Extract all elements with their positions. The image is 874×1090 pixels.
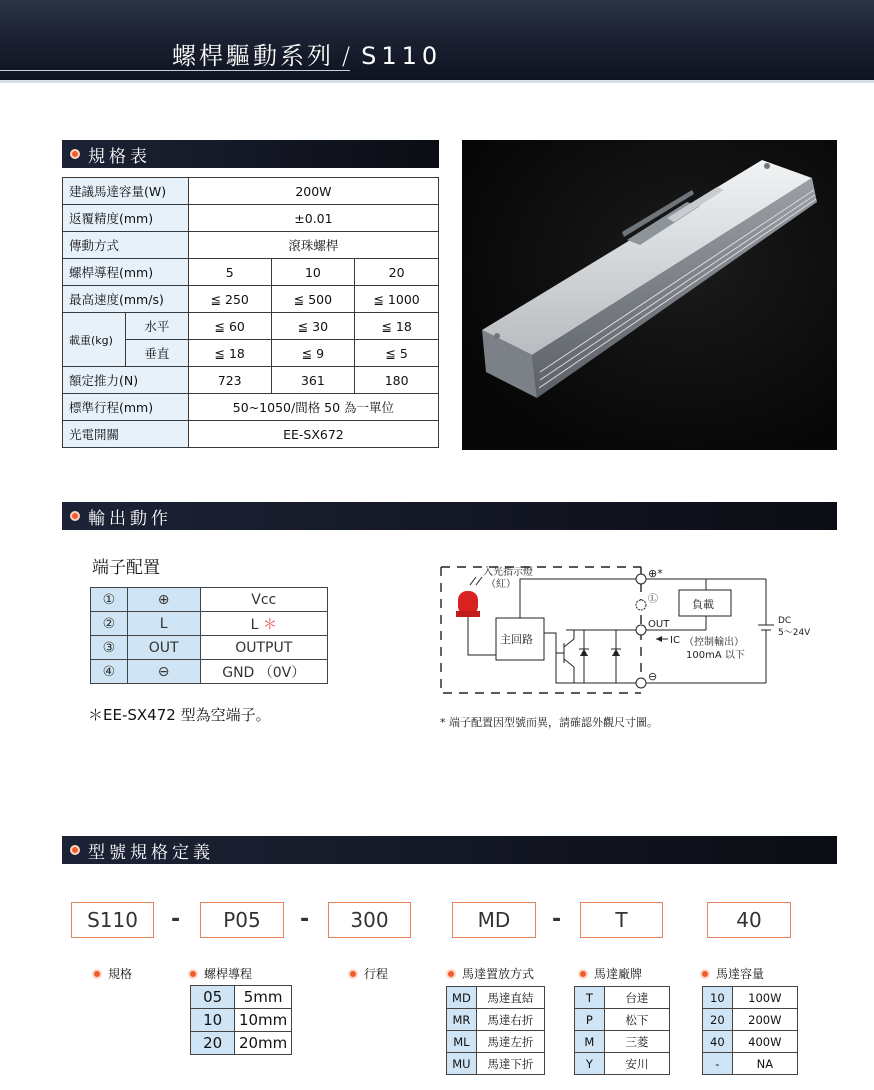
code-dash: -: [300, 907, 310, 932]
terminal-note-text: EE-SX472 型為空端子。: [103, 706, 271, 724]
code-brand-box: T: [580, 902, 663, 938]
terminal-note: [88, 704, 271, 725]
option-value: 三菱: [604, 1031, 669, 1053]
option-code: MU: [447, 1053, 477, 1075]
option-value: 200W: [732, 1009, 797, 1031]
terminal-table: [90, 587, 328, 684]
option-spec-header: [92, 965, 132, 982]
terminal-name-cell: [200, 612, 328, 636]
table-row: [447, 987, 545, 1009]
option-title: 規格: [108, 967, 133, 981]
option-code: 10: [703, 987, 733, 1009]
code-lead-box: P05: [200, 902, 284, 938]
option-code: 05: [191, 986, 235, 1009]
table-row: [63, 286, 439, 313]
header-banner: [0, 0, 874, 80]
ic-label: IC: [670, 635, 680, 646]
spec-value: ≦ 1000: [355, 286, 439, 313]
page-title: [172, 36, 442, 71]
option-code: T: [575, 987, 605, 1009]
table-row: [63, 205, 439, 232]
terminal-no: ③: [91, 636, 128, 660]
bullet-icon: [700, 969, 710, 979]
table-row: [447, 1053, 545, 1075]
option-value: 10mm: [235, 1009, 292, 1032]
table-row: [703, 987, 798, 1009]
option-value: NA: [732, 1053, 797, 1075]
model-name: S110: [361, 42, 443, 70]
spec-value: ≦ 500: [271, 286, 355, 313]
note-asterisk: ＊: [88, 706, 104, 724]
code-dash: -: [552, 907, 562, 932]
table-row: [575, 1053, 670, 1075]
asterisk-icon: ＊: [262, 616, 277, 633]
product-photo: [462, 140, 837, 450]
table-row: [447, 1031, 545, 1053]
option-value: 安川: [604, 1053, 669, 1075]
spec-section-header: [62, 140, 439, 168]
spec-value: ≦ 250: [188, 286, 271, 313]
table-row: [447, 1009, 545, 1031]
terminal-no: ④: [91, 660, 128, 684]
table-row: [63, 259, 439, 286]
table-row: [703, 1009, 798, 1031]
table-row: [703, 1031, 798, 1053]
terminal-symbol: OUT: [127, 636, 200, 660]
table-row: [191, 1009, 292, 1032]
code-capacity-box: 40: [707, 902, 791, 938]
bullet-icon: [578, 969, 588, 979]
mounting-option-table: [446, 986, 545, 1075]
table-row: [63, 313, 439, 340]
option-code: ML: [447, 1031, 477, 1053]
spec-value: ±0.01: [188, 205, 438, 232]
model-section-title: 型號規格定義: [88, 842, 214, 863]
option-code: 40: [703, 1031, 733, 1053]
option-code: M: [575, 1031, 605, 1053]
table-row: [63, 178, 439, 205]
spec-value: 50~1050/間格 50 為一單位: [188, 394, 438, 421]
indicator-color-label: （紅）: [486, 579, 516, 590]
option-mounting-header: [446, 965, 534, 982]
terminal-symbol: ⊖: [127, 660, 200, 684]
bullet-icon: [92, 969, 102, 979]
option-title: 馬達廠牌: [594, 967, 643, 981]
option-capacity-header: [700, 965, 764, 982]
option-code: 20: [191, 1032, 235, 1055]
table-row: [91, 588, 328, 612]
option-title: 馬達置放方式: [462, 967, 535, 981]
table-row: [91, 660, 328, 684]
option-value: 100W: [732, 987, 797, 1009]
main-circuit-label: 主回路: [500, 633, 533, 646]
spec-value: 180: [355, 367, 439, 394]
minus-terminal-label: ⊖: [648, 670, 658, 683]
option-title: 螺桿導程: [204, 967, 253, 981]
spec-value: ≦ 18: [188, 340, 271, 367]
option-lead-header: [188, 965, 252, 982]
table-row: [575, 1031, 670, 1053]
spec-value: ≦ 60: [188, 313, 271, 340]
output-section-header: [62, 502, 837, 530]
option-value: 馬達直結: [476, 987, 544, 1009]
table-row: [191, 986, 292, 1009]
spec-value: 200W: [188, 178, 438, 205]
bullet-icon: [446, 969, 456, 979]
spec-value: ≦ 30: [271, 313, 355, 340]
spec-sublabel: 水平: [125, 313, 188, 340]
option-value: 台達: [604, 987, 669, 1009]
voltage-label: 5～24V: [778, 628, 811, 638]
spec-value: ≦ 5: [355, 340, 439, 367]
terminal-name: Vcc: [200, 588, 328, 612]
option-brand-header: [578, 965, 642, 982]
bullet-icon: [70, 845, 80, 855]
terminal-symbol: ⊕: [127, 588, 200, 612]
spec-table: [62, 177, 439, 448]
spec-label: 返覆精度(mm): [63, 205, 189, 232]
table-row: [63, 232, 439, 259]
series-title: 螺桿驅動系列: [172, 42, 334, 70]
terminal-symbol: L: [127, 612, 200, 636]
terminal-no: ②: [91, 612, 128, 636]
spec-value: 5: [188, 259, 271, 286]
lead-option-table: [190, 985, 292, 1055]
linear-actuator-image: [462, 140, 837, 450]
table-row: [91, 636, 328, 660]
table-row: [575, 987, 670, 1009]
table-row: [91, 612, 328, 636]
table-row: [191, 1032, 292, 1055]
option-value: 馬達下折: [476, 1053, 544, 1075]
bullet-icon: [188, 969, 198, 979]
dc-label: DC: [778, 616, 792, 626]
option-title: 馬達容量: [716, 967, 765, 981]
option-code: MD: [447, 987, 477, 1009]
code-stroke-box: 300: [328, 902, 411, 938]
option-value: 馬達左折: [476, 1031, 544, 1053]
spec-value: EE-SX672: [188, 421, 438, 448]
circuit-note: * 端子配置因型號而異，請確認外觀尺寸圖。: [440, 716, 658, 729]
model-section-header: [62, 836, 837, 864]
spec-value: 723: [188, 367, 271, 394]
header-underline: [0, 70, 350, 71]
table-row: [63, 421, 439, 448]
l-terminal-label: Ⓛ: [648, 594, 658, 605]
code-dash: -: [171, 907, 181, 932]
output-circuit-diagram: [436, 555, 831, 705]
spec-value: 361: [271, 367, 355, 394]
output-section-title: 輸出動作: [88, 508, 172, 529]
option-value: 20mm: [235, 1032, 292, 1055]
spec-label: 額定推力(N): [63, 367, 189, 394]
control-output-label: （控制輸出）: [684, 637, 744, 648]
option-title: 行程: [364, 967, 389, 981]
led-icon: [456, 577, 482, 617]
terminal-name: GND （0V）: [200, 660, 328, 684]
bullet-icon: [348, 969, 358, 979]
spec-value: 滾珠螺桿: [188, 232, 438, 259]
capacity-option-table: [702, 986, 798, 1075]
spec-label: 光電開關: [63, 421, 189, 448]
spec-label: 標準行程(mm): [63, 394, 189, 421]
brand-option-table: [574, 986, 670, 1075]
option-code: 10: [191, 1009, 235, 1032]
option-code: Y: [575, 1053, 605, 1075]
current-label: 100mA 以下: [686, 650, 745, 661]
spec-section-title: 規格表: [88, 146, 151, 167]
option-value: 馬達右折: [476, 1009, 544, 1031]
option-value: 400W: [732, 1031, 797, 1053]
out-label: OUT: [648, 619, 670, 630]
spec-value: 10: [271, 259, 355, 286]
option-stroke-header: [348, 965, 388, 982]
option-code: P: [575, 1009, 605, 1031]
spec-value: 20: [355, 259, 439, 286]
option-code: -: [703, 1053, 733, 1075]
spec-label: 螺桿導程(mm): [63, 259, 189, 286]
spec-label: 載重(kg): [63, 313, 126, 367]
bullet-icon: [70, 149, 80, 159]
option-value: 松下: [604, 1009, 669, 1031]
load-label: 負載: [692, 598, 714, 611]
table-row: [63, 394, 439, 421]
spec-sublabel: 垂直: [125, 340, 188, 367]
indicator-label: 入光指示燈: [483, 567, 533, 578]
spec-label: 傳動方式: [63, 232, 189, 259]
code-mounting-box: MD: [452, 902, 536, 938]
option-code: MR: [447, 1009, 477, 1031]
terminal-name: OUTPUT: [200, 636, 328, 660]
header-rule: [0, 80, 874, 83]
option-value: 5mm: [235, 986, 292, 1009]
spec-value: ≦ 18: [355, 313, 439, 340]
code-spec-box: S110: [71, 902, 154, 938]
table-row: [575, 1009, 670, 1031]
spec-label: 建議馬達容量(W): [63, 178, 189, 205]
terminal-no: ①: [91, 588, 128, 612]
terminal-name: L: [250, 616, 259, 633]
bullet-icon: [70, 511, 80, 521]
spec-label: 最高速度(mm/s): [63, 286, 189, 313]
plus-terminal-label: ⊕*: [648, 567, 663, 580]
table-row: [703, 1053, 798, 1075]
table-row: [63, 367, 439, 394]
option-code: 20: [703, 1009, 733, 1031]
spec-value: ≦ 9: [271, 340, 355, 367]
terminal-title: 端子配置: [92, 558, 160, 578]
title-slash: /: [342, 42, 354, 70]
